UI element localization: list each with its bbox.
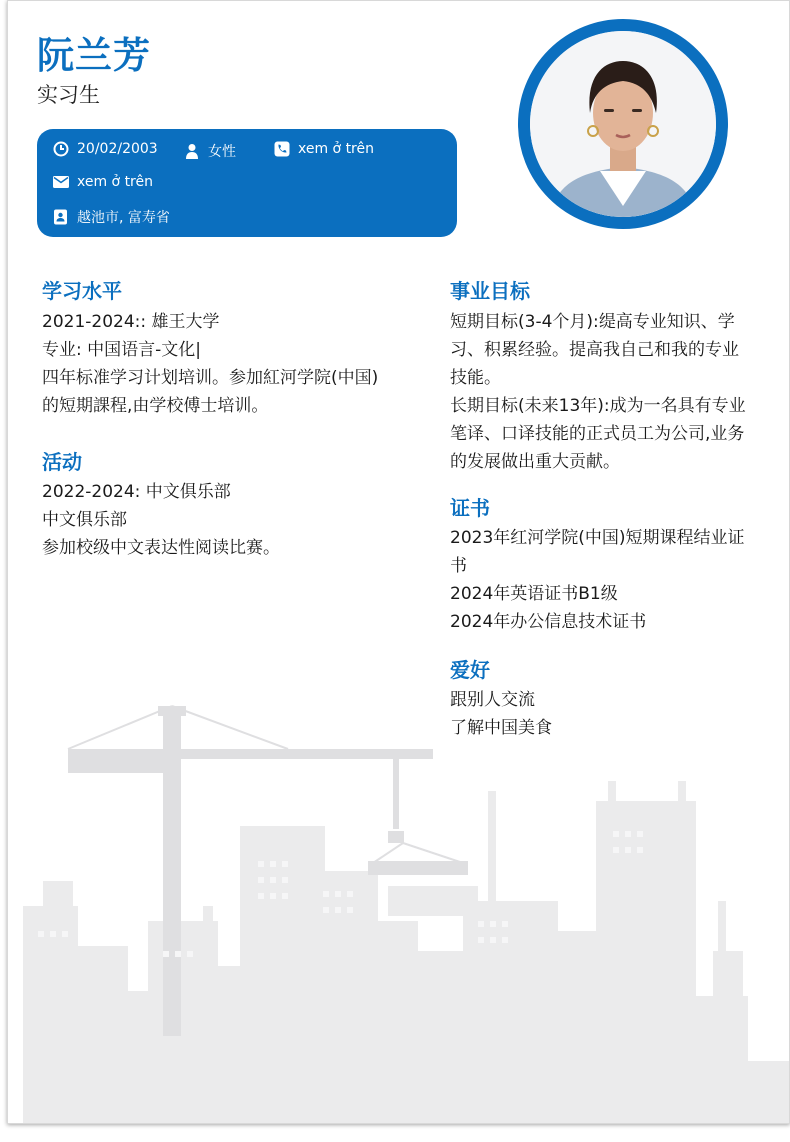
gender-value: 女性 bbox=[208, 144, 236, 160]
portrait-illustration bbox=[530, 31, 716, 217]
certificate-line: 2024年办公信息技术证书 bbox=[450, 612, 647, 632]
birthday-value: 20/02/2003 bbox=[77, 141, 158, 157]
hobby-line: 跟别人交流 bbox=[450, 690, 535, 710]
candidate-role: 实习生 bbox=[37, 83, 100, 107]
education-line: 专业: 中国语言-文化| bbox=[42, 340, 201, 360]
address-item bbox=[53, 207, 170, 227]
activities-line: 中文俱乐部 bbox=[42, 510, 127, 530]
education-line: 的短期課程,由学校傅士培训。 bbox=[42, 396, 269, 416]
activities-line: 参加校级中文表达性阅读比赛。 bbox=[42, 538, 280, 558]
contact-card-icon bbox=[53, 209, 69, 225]
address-value: 越池市, 富寿省 bbox=[77, 210, 170, 226]
certificates-text bbox=[450, 524, 785, 636]
career-line: 短期目标(3-4个月):缇高专业知识、学 bbox=[450, 312, 735, 332]
city-skyline-illustration bbox=[8, 691, 789, 1123]
hobby-line: 了解中国美食 bbox=[450, 718, 552, 738]
education-line: 四年标准学习计划培训。参加紅河学院(中国) bbox=[42, 368, 379, 388]
phone-item bbox=[274, 141, 374, 157]
education-text bbox=[42, 308, 427, 420]
clock-icon bbox=[53, 141, 69, 157]
gender-item bbox=[184, 141, 236, 161]
activities-line: 2022-2024: 中文俱乐部 bbox=[42, 482, 231, 502]
certificates-heading: 证书 bbox=[450, 496, 490, 520]
email-item bbox=[53, 174, 153, 190]
hobbies-heading: 爱好 bbox=[450, 658, 490, 682]
career-line: 技能。 bbox=[450, 368, 501, 388]
career-text bbox=[450, 308, 785, 476]
career-line: 的发展做出重大贡献。 bbox=[450, 452, 620, 472]
candidate-name: 阮兰芳 bbox=[37, 34, 151, 77]
email-value: xem ở trên bbox=[77, 174, 153, 190]
career-line: 习、积累经验。提高我自己和我的专业 bbox=[450, 340, 739, 360]
certificate-line: 2023年红河学院(中国)短期课程结业证 bbox=[450, 528, 745, 548]
career-line: 笔译、口译技能的正式员工为公司,业务 bbox=[450, 424, 745, 444]
hobbies-text bbox=[450, 686, 785, 742]
activities-text bbox=[42, 478, 427, 562]
career-heading: 事业目标 bbox=[450, 279, 530, 303]
education-heading: 学习水平 bbox=[42, 279, 122, 303]
profile-photo bbox=[518, 19, 728, 229]
career-line: 长期目标(未来13年):成为一名具有专业 bbox=[450, 396, 746, 416]
contact-panel bbox=[37, 129, 457, 237]
certificate-line: 书 bbox=[450, 556, 467, 576]
resume-page bbox=[7, 0, 790, 1124]
phone-icon bbox=[274, 141, 290, 157]
activities-heading: 活动 bbox=[42, 450, 82, 474]
phone-value: xem ở trên bbox=[298, 141, 374, 157]
birthday-item bbox=[53, 141, 158, 157]
envelope-icon bbox=[53, 174, 69, 190]
user-icon bbox=[184, 143, 200, 159]
certificate-line: 2024年英语证书B1级 bbox=[450, 584, 618, 604]
education-line: 2021-2024:: 雄王大学 bbox=[42, 312, 220, 332]
